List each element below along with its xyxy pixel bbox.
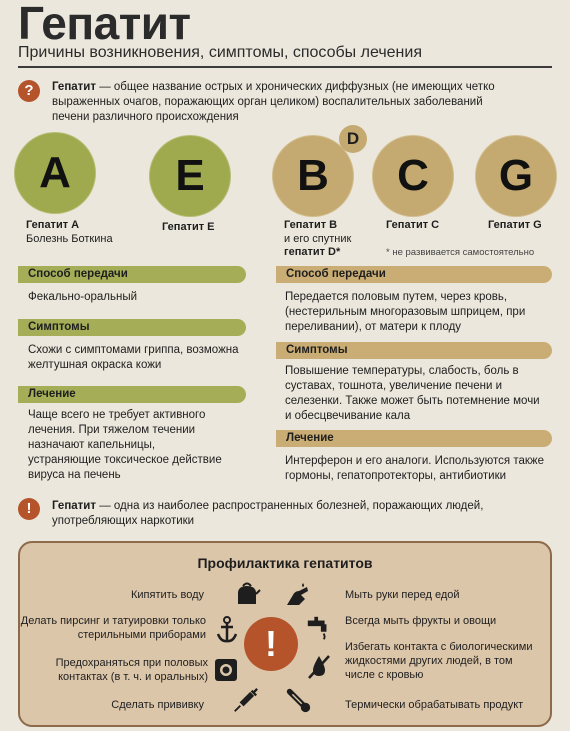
hepatitis-e-label xyxy=(162,221,215,235)
warning-icon: ! xyxy=(18,498,40,520)
right-symptoms-text: Повышение температуры, слабость, боль в суставах, тошнота, увеличение печени и селезенки. Также может быть потемнение мочи и обесцвечивание кала xyxy=(285,365,540,422)
right-symptoms-header: Симптомы xyxy=(276,342,552,359)
prevention-left-1: Кипятить воду xyxy=(131,589,204,601)
hepatitis-c-circle xyxy=(376,139,450,213)
hepatitis-g-label xyxy=(488,219,542,233)
prevention-right-2: Всегда мыть фрукты и овощи xyxy=(345,615,497,627)
right-transmission-header: Способ передачи xyxy=(276,266,552,283)
prevention-left-3: Предохраняться при половых контактах (в т. ч. и оральных) xyxy=(55,657,208,683)
prevention-right-4: Термически обрабатывать продукт xyxy=(345,699,524,711)
hepatitis-a-label xyxy=(26,219,113,246)
question-icon: ? xyxy=(18,80,40,102)
hepatitis-d-letter: D xyxy=(346,129,360,148)
hepatitis-g-letter: G xyxy=(498,151,534,200)
prevention-left-2: Делать пирсинг и татуировки только стерильными приборами xyxy=(20,615,206,641)
hepatitis-b-label xyxy=(284,219,351,260)
thermometer-icon xyxy=(284,686,312,714)
left-treatment-text: Чаще всего не требует активного лечения. При тяжелом течении назначают капельницы, устраняющие токсическое действие вируса на печень xyxy=(28,409,222,481)
hepatitis-c-name: Гепатит C xyxy=(386,219,440,231)
hepatitis-b-letter: B xyxy=(297,151,329,200)
right-treatment-header: Лечение xyxy=(276,430,552,447)
hepatitis-g-name: Гепатит G xyxy=(488,219,542,231)
hepatitis-g-circle xyxy=(479,139,553,213)
hepatitis-d-circle xyxy=(339,125,367,153)
no-blood-icon xyxy=(305,652,333,680)
warning-text: — одна из наиболее распространенных болезней, поражающих людей, употребляющих наркотики xyxy=(52,500,484,527)
title-divider xyxy=(18,66,552,68)
hepatitis-b-name: Гепатит B xyxy=(284,219,338,231)
intro-text: — общее название острых и хронических диффузных (не имеющих четко выраженных очагов, поражающих орган целиком) воспалительных заболеваний печени различного происхождения xyxy=(52,81,495,123)
intro-term: Гепатит xyxy=(52,81,97,93)
hepatitis-d-companion: гепатит D* xyxy=(284,246,341,258)
right-transmission-text: Передается половым путем, через кровь, (нестерильным многоразовым шприцем, при переливании), от матери к плоду xyxy=(285,291,526,333)
warning-term: Гепатит xyxy=(52,500,97,512)
hepatitis-b-circle xyxy=(276,139,350,213)
left-transmission-text: Фекально-оральный xyxy=(28,291,138,303)
right-treatment-text: Интерферон и его аналоги. Используются также гормоны, гепатопротекторы, антибиотики xyxy=(285,455,544,482)
hepatitis-e-name: Гепатит E xyxy=(162,221,215,233)
hepatitis-a-letter: A xyxy=(39,148,71,197)
prevention-right-1: Мыть руки перед едой xyxy=(345,589,460,601)
kettle-icon xyxy=(233,581,261,609)
faucet-icon xyxy=(305,614,333,642)
hepatitis-b-sub: и его спутник xyxy=(284,232,352,245)
prevention-left-4: Сделать прививку xyxy=(111,699,204,711)
left-symptoms-text: Схожи с симптомами гриппа, возможна желтушная окраска кожи xyxy=(28,344,239,371)
prevention-title: Профилактика гепатитов xyxy=(197,555,373,571)
footnote: * не развивается самостоятельно xyxy=(386,247,535,258)
hepatitis-e-circle xyxy=(153,139,227,213)
anchor-icon xyxy=(213,616,241,644)
left-transmission-header: Способ передачи xyxy=(18,266,246,283)
warning-note xyxy=(52,499,522,529)
alert-circle xyxy=(244,617,298,671)
intro-note xyxy=(52,80,522,125)
left-symptoms-header: Симптомы xyxy=(18,319,246,336)
syringe-icon xyxy=(231,687,259,715)
hepatitis-a-sub: Болезнь Боткина xyxy=(26,232,113,245)
left-treatment-header: Лечение xyxy=(18,386,246,403)
hepatitis-a-circle xyxy=(18,136,92,210)
hepatitis-e-letter: E xyxy=(175,151,205,200)
hand-wash-icon xyxy=(283,581,311,609)
condom-icon xyxy=(212,656,240,684)
page-title: Гепатит xyxy=(18,0,191,49)
page-subtitle: Причины возникновения, симптомы, способы лечения xyxy=(18,44,422,61)
hepatitis-c-label xyxy=(386,219,439,233)
alert-mark: ! xyxy=(265,623,277,664)
prevention-right-3: Избегать контакта с биологическими жидкостями других людей, в том числе с кровью xyxy=(345,641,533,681)
hepatitis-a-name: Гепатит A xyxy=(26,219,80,231)
hepatitis-c-letter: C xyxy=(397,151,429,200)
